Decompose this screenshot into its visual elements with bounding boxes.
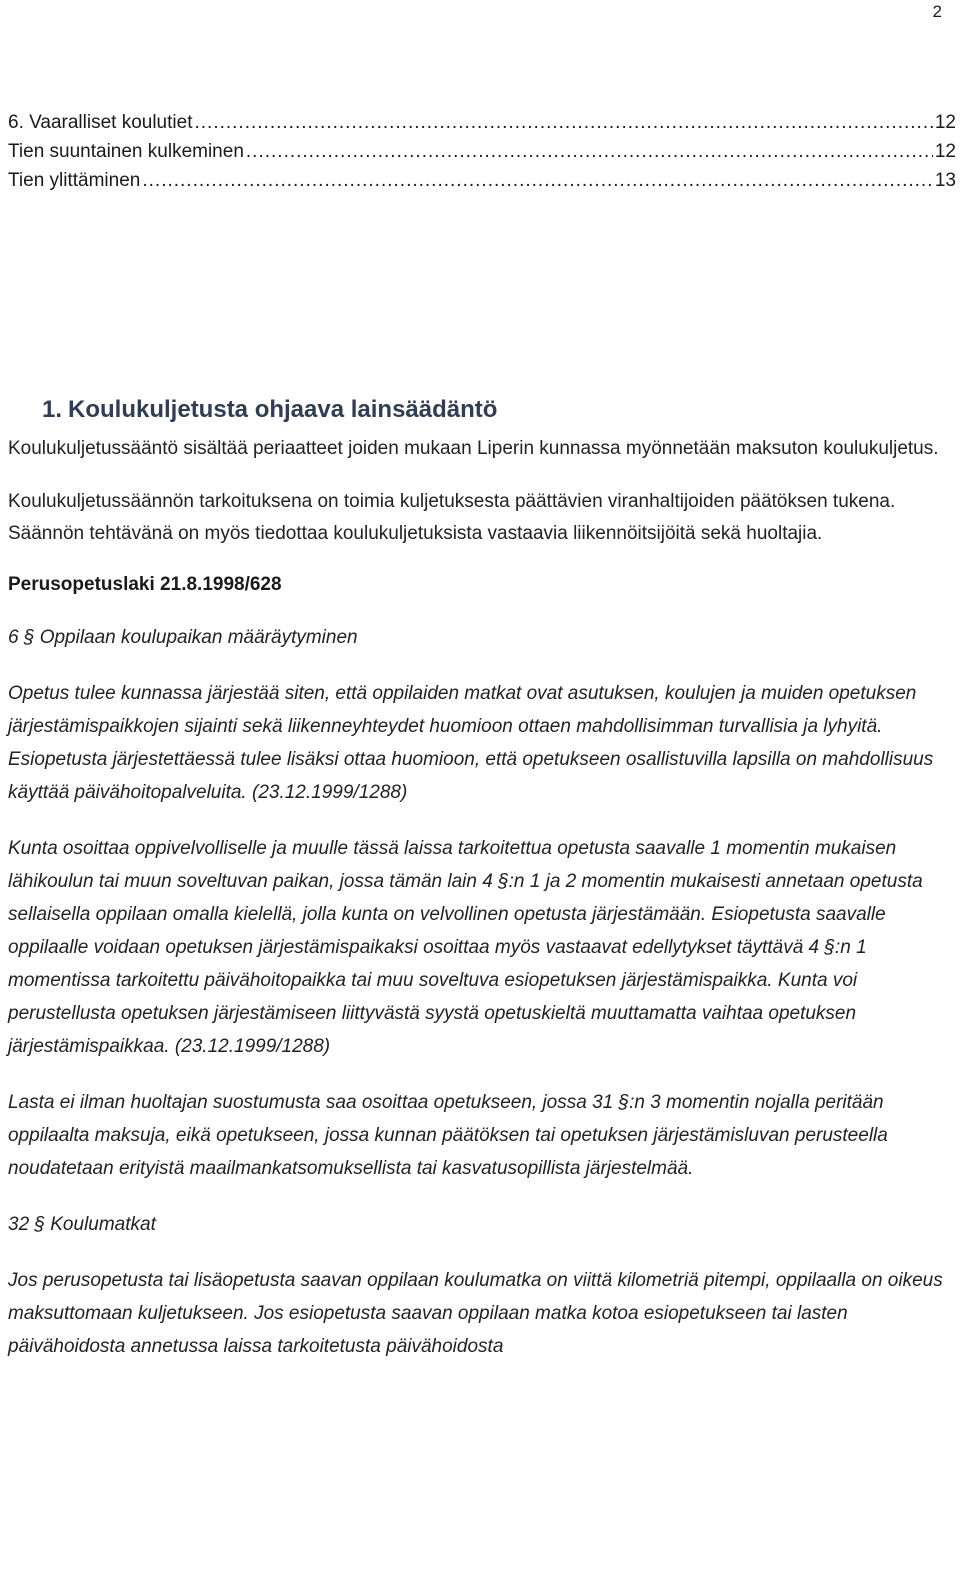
table-of-contents <box>8 108 956 195</box>
intro-paragraph-2: Koulukuljetussäännön tarkoituksena on toimia kuljetuksesta päättävien viranhaltijoiden päätöksen tukena. Säännön tehtävänä on myös tiedottaa koulukuljetuksista vastaavia liikennöitsijöitä sekä huoltajia. <box>8 491 896 544</box>
section-title: Koulukuljetusta ohjaava lainsäädäntö <box>68 396 498 423</box>
toc-entry-page: 13 <box>934 170 956 191</box>
law-title: Perusopetuslaki 21.8.1998/628 <box>8 574 282 595</box>
law-section-6-paragraph-2: Kunta osoittaa oppivelvolliselle ja muulle tässä laissa tarkoitettua opetusta saavalle 1 momentin mukaisen lähikoulun tai muun soveltuvan paikan, jossa tämän lain 4 §:n 1 ja 2 momentin mukaisesti annetaan opetusta sellaisella oppilaan omalla kielellä, jolla kunta on velvollinen opetusta järjestämään. Esiopetusta saavalle oppilaalle voidaan opetuksen järjestämispaikaksi osoittaa myös vastaavat edellytykset täyttävä 4 §:n 1 momentissa tarkoitettu päivähoitopaikka tai muu soveltuva esiopetuksen järjestämispaikka. Kunta voi perustellusta opetuksen järjestämiseen liittyvästä syystä opetuskieltä muuttamatta vaihtaa opetuksen järjestämispaikkaa. (23.12.1999/1288) <box>8 838 923 1057</box>
toc-entry-page: 12 <box>934 112 956 133</box>
toc-entry[interactable] <box>8 137 956 166</box>
law-section-6-paragraph-3: Lasta ei ilman huoltajan suostumusta saa osoittaa opetukseen, jossa 31 §:n 3 momentin nojalla peritään oppilaalta maksuja, eikä opetukseen, jossa kunnan päätöksen tai opetuksen järjestämisluvan perusteella noudatetaan erityistä maailmankatsomuksellista tai kasvatusopillista järjestelmää. <box>8 1092 888 1179</box>
intro-paragraph-1: Koulukuljetussääntö sisältää periaatteet joiden mukaan Liperin kunnassa myönnetään maksuton koulukuljetus. <box>8 438 939 459</box>
toc-entry-page: 12 <box>934 141 956 162</box>
law-section-6-heading: 6 § Oppilaan koulupaikan määräytyminen <box>8 627 358 648</box>
section-number: 1. <box>42 396 63 423</box>
toc-entry-label: 6. Vaaralliset koulutiet <box>8 112 193 133</box>
page-number: 2 <box>932 2 942 21</box>
law-section-6-paragraph-1: Opetus tulee kunnassa järjestää siten, että oppilaiden matkat ovat asutuksen, koulujen ja muiden opetuksen järjestämispaikkojen sijainti sekä liikenneyhteydet huomioon ottaen mahdollisimman turvallisia ja lyhyitä. Esiopetusta järjestettäessä tulee lisäksi ottaa huomioon, että opetukseen osallistuvilla lapsilla on mahdollisuus käyttää päivähoitopalveluita. (23.12.1999/1288) <box>8 683 934 803</box>
law-section-32-paragraph-1: Jos perusopetusta tai lisäopetusta saavan oppilaan koulumatka on viittä kilometriä pitempi, oppilaalla on oikeus maksuttomaan kuljetukseen. Jos esiopetusta saavan oppilaan matka kotoa esiopetukseen tai lasten päivähoidosta annetussa laissa tarkoitetusta päivähoidosta <box>8 1270 943 1357</box>
toc-leader-dots <box>142 166 933 195</box>
toc-entry[interactable] <box>8 166 956 195</box>
toc-entry[interactable] <box>8 108 956 137</box>
law-section-32-heading: 32 § Koulumatkat <box>8 1214 156 1235</box>
toc-entry-label: Tien ylittäminen <box>8 170 141 191</box>
toc-leader-dots <box>246 137 933 166</box>
section-heading <box>8 393 948 427</box>
document-body <box>8 393 948 1363</box>
toc-leader-dots <box>194 108 932 137</box>
toc-entry-label: Tien suuntainen kulkeminen <box>8 141 244 162</box>
